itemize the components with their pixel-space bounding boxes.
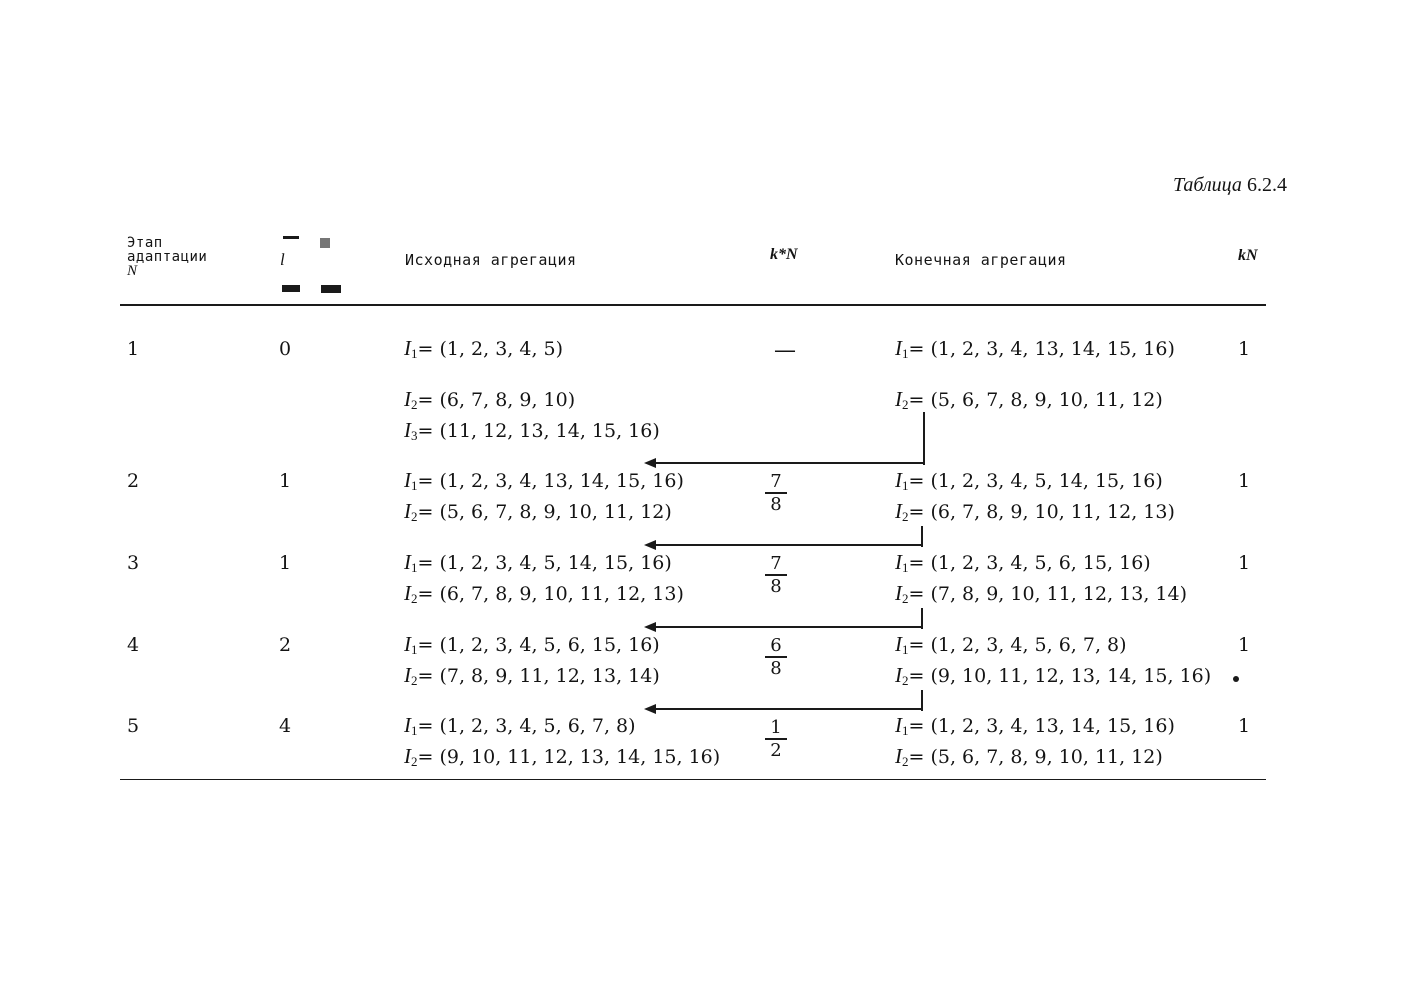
transfer-arrow-shaft (654, 626, 923, 628)
print-dot (1233, 676, 1239, 682)
transfer-arrow-shaft (654, 544, 923, 546)
header-final-aggregation: Конечная агрегация (895, 251, 1067, 269)
row1-l: 0 (279, 338, 292, 360)
row2-initial-i2: $I_2= (5$, 6, 7, 8, 9, 10, 11, 12) (404, 499, 672, 524)
row4-k-star: $\frac{6}{8}$ (765, 636, 787, 678)
row1-final-i2: $I_2= (5$, 6, 7, 8, 9, 10, 11, 12) (895, 387, 1163, 412)
row3-k: 1 (1238, 552, 1251, 574)
row4-final-i2: $I_2= (9$, 10, 11, 12, 13, 14, 15, 16) (895, 663, 1212, 688)
arrow-head-icon (644, 540, 656, 550)
row2-l: 1 (279, 470, 292, 492)
row1-initial-i1: $I_1= (1$, 2, 3, 4, 5) (404, 336, 564, 361)
print-speck (320, 238, 330, 248)
arrow-head-icon (644, 704, 656, 714)
header-k-star: k*N (770, 246, 798, 263)
caption-label: Таблица (1173, 174, 1242, 196)
table-caption (1173, 174, 1287, 197)
row2-final-i1: $I_1= (1$, 2, 3, 4, 5, 14, 15, 16) (895, 468, 1163, 493)
header-k: kN (1238, 247, 1258, 264)
row3-initial-i2: $I_2= (6$, 7, 8, 9, 10, 11, 12, 13) (404, 581, 684, 606)
row2-k-star: $\frac{7}{8}$ (765, 472, 787, 514)
row4-initial-i1: $I_1= (1$, 2, 3, 4, 5, 6, 15, 16) (404, 632, 660, 657)
row1-k-star: — (774, 338, 796, 363)
row2-stage: 2 (127, 470, 140, 492)
header-stage-symbol: N (127, 263, 138, 279)
print-speck (283, 236, 299, 239)
print-speck (321, 285, 341, 293)
header-stage-line1: Этап (127, 235, 163, 251)
row3-final-i1: $I_1= (1$, 2, 3, 4, 5, 6, 15, 16) (895, 550, 1151, 575)
row3-l: 1 (279, 552, 292, 574)
header-stage-line2: адаптации (127, 249, 208, 265)
row5-final-i1: $I_1= (1$, 2, 3, 4, 13, 14, 15, 16) (895, 713, 1175, 738)
row1-stage: 1 (127, 338, 140, 360)
transfer-arrow-vertical (923, 412, 925, 465)
row1-initial-i3: $I_3= (11$, 12, 13, 14, 15, 16) (404, 418, 660, 443)
row3-initial-i1: $I_1= (1$, 2, 3, 4, 5, 14, 15, 16) (404, 550, 672, 575)
header-stage (127, 236, 207, 278)
transfer-arrow-shaft (654, 462, 925, 464)
arrow-head-icon (644, 458, 656, 468)
row5-k: 1 (1238, 715, 1251, 737)
bottom-rule (120, 779, 1266, 780)
row5-l: 4 (279, 715, 292, 737)
row4-k: 1 (1238, 634, 1251, 656)
row2-initial-i1: $I_1= (1$, 2, 3, 4, 13, 14, 15, 16) (404, 468, 684, 493)
row5-initial-i1: $I_1= (1$, 2, 3, 4, 5, 6, 7, 8) (404, 713, 636, 738)
row5-stage: 5 (127, 715, 140, 737)
row5-initial-i2: $I_2= (9$, 10, 11, 12, 13, 14, 15, 16) (404, 744, 721, 769)
header-initial-aggregation: Исходная агрегация (405, 251, 577, 269)
row1-final-i1: $I_1= (1$, 2, 3, 4, 13, 14, 15, 16) (895, 336, 1175, 361)
row4-l: 2 (279, 634, 292, 656)
row3-k-star: $\frac{7}{8}$ (765, 554, 787, 596)
row1-k: 1 (1238, 338, 1251, 360)
header-rule (120, 304, 1266, 306)
row3-stage: 3 (127, 552, 140, 574)
row4-final-i1: $I_1= (1$, 2, 3, 4, 5, 6, 7, 8) (895, 632, 1127, 657)
row4-initial-i2: $I_2= (7$, 8, 9, 11, 12, 13, 14) (404, 663, 660, 688)
caption-number: 6.2.4 (1246, 174, 1287, 196)
row5-k-star: $\frac{1}{2}$ (765, 718, 787, 760)
row3-final-i2: $I_2= (7$, 8, 9, 10, 11, 12, 13, 14) (895, 581, 1187, 606)
arrow-head-icon (644, 622, 656, 632)
row2-k: 1 (1238, 470, 1251, 492)
header-l: l (280, 250, 285, 269)
print-speck (282, 285, 300, 292)
row2-final-i2: $I_2= (6$, 7, 8, 9, 10, 11, 12, 13) (895, 499, 1175, 524)
row1-initial-i2: $I_2= (6$, 7, 8, 9, 10) (404, 387, 576, 412)
row5-final-i2: $I_2= (5$, 6, 7, 8, 9, 10, 11, 12) (895, 744, 1163, 769)
row4-stage: 4 (127, 634, 140, 656)
transfer-arrow-shaft (654, 708, 923, 710)
